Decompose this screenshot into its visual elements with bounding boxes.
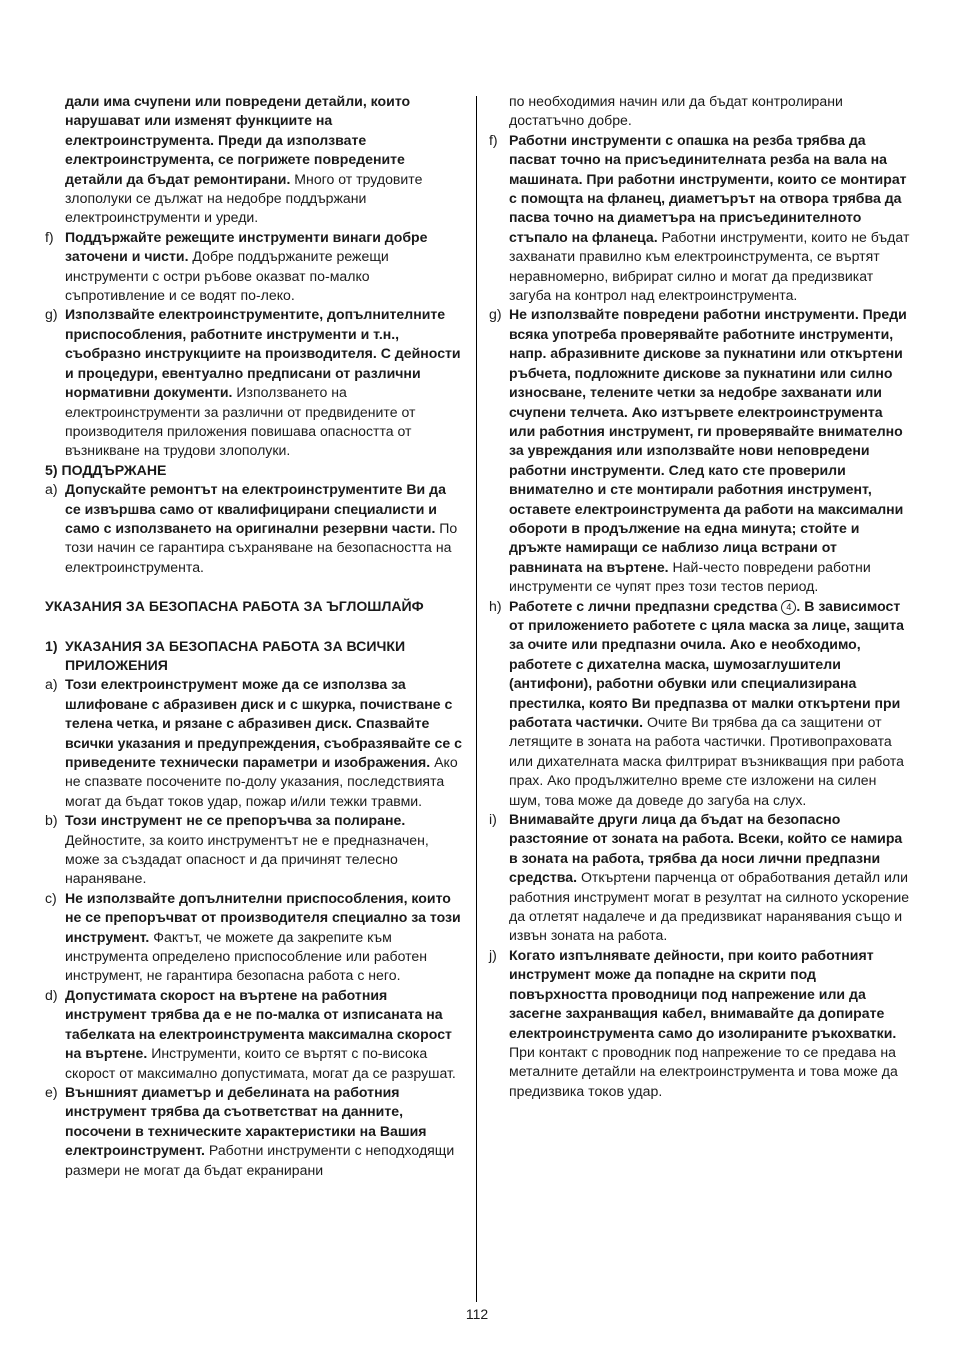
item-marker: g) — [489, 306, 502, 323]
item-marker: d) — [45, 986, 58, 1003]
bold-text: Този инструмент не се препоръчва за полиране. — [65, 812, 406, 829]
right-column — [489, 92, 911, 1101]
item-marker: i) — [489, 811, 497, 828]
normal-text: Фактът, че можете да закрепите към инструмента определено приспособление или работен инструмент, не гарантира безопасна работа с него. — [65, 928, 428, 984]
normal-text: При контакт с проводник под напрежение то се предава на металните детайли на електроинструмента и това може да предизвика токов удар. — [509, 1043, 898, 1099]
bold-text: Внимавайте други лица да бъдат на безопасно разстояние от зоната на работа. Всеки, който се намира в зоната на работа, трябва да носи лични предпазни средства. — [509, 811, 903, 886]
reference-number-icon: 4 — [781, 600, 796, 615]
item-marker: g) — [45, 306, 58, 323]
list-item-e — [45, 1083, 465, 1180]
bold-text: Не използвайте допълнителни приспособления, които не се препоръчват от производителя специално за този инструмент. — [65, 889, 461, 945]
normal-text: Добре поддържаните режещи инструменти с остри ръбове оказват по-малко съпротивление и се водят по-леко. — [65, 248, 389, 304]
list-item-b — [45, 811, 465, 889]
list-item-f — [45, 228, 465, 306]
bold-text: Поддържайте режещите инструменти винаги добре заточени и чисти. — [65, 228, 428, 265]
bold-text: Не използвайте повредени работни инструменти. Преди всяка употреба проверявайте работните инструменти, напр. абразивните дискове за пукнатини или откъртени ръбчета, подложните дискове за пукнатини или силно износване, телените четки за недобре захванати или счупени телчета. Ако изтървете електроинструмента или работния инструмент, ги проверявайте внимателно за увреждания или използвайте нови неповредени работни инструменти. След като сте проверили внимателно и сте монтирали работния инструмент, оставете електроинструмента да работи на максимални обороти в продължение на една минута; стойте и дръжте намиращи се наблизо лица встрани от равнината на въртене. — [509, 306, 907, 575]
normal-text: Откъртени парченца от обработвания детайл или работния инструмент могат в резултат на силното ускорение да отлетят надалече и да предизвикат наранявания също и извън зоната на работа. — [509, 869, 910, 944]
list-item-f — [489, 131, 911, 306]
bold-text: Използвайте електроинструментите, допълнителните приспособления, работните инструменти и т.н., съобразно инструкциите на производителя. С дейности и процедури, евентуално предписани от различни нормативни документи. — [65, 306, 461, 401]
normal-text: Ако не спазвате посочените по-долу указания, последствията могат да бъдат токов удар, пожар и/или тежки травми. — [65, 754, 458, 809]
list-item-a-maintenance — [45, 480, 465, 577]
normal-text: Очите Ви трябва да са защитени от летящите в зоната на работа частички. Противопраховата или дихателната маска филтрират възникващия при работа прах. Ако продължително време сте изложени на силен шум, това може да доведе до загуба на слух. — [509, 714, 905, 808]
normal-text: Работни инструменти с неподходящи размери не могат да бъдат екранирани — [65, 1142, 455, 1178]
list-item-g — [45, 305, 465, 460]
item-marker: f) — [45, 228, 54, 245]
item-marker: b) — [45, 812, 58, 829]
continued-paragraph — [45, 92, 465, 228]
section-heading-maintenance: 5) ПОДДЪРЖАНЕ — [45, 461, 167, 478]
list-item-h — [489, 597, 911, 810]
bold-text: Този електроинструмент може да се използва за шлифоване с абразивен диск и с шкурка, почистване с телена четка, и рязане с абразивен диск. Спазвайте всички указания и предупреждения, съобразявайте се с приведените технически параметри и изображения. — [65, 676, 462, 770]
left-column — [45, 92, 465, 1180]
main-section-title: УКАЗАНИЯ ЗА БЕЗОПАСНА РАБОТА ЗА ЪГЛОШЛАЙФ — [45, 598, 424, 615]
list-item-a — [45, 675, 465, 811]
bold-text: Когато изпълнявате дейности, при които работният инструмент може да попадне на скрити под повърхността проводници под напрежение или да засегне захранващия кабел, внимавайте да допирате електроинструмента само до изолираните ръкохватки. — [509, 946, 897, 1041]
column-divider — [476, 96, 477, 1302]
bold-text: . В зависимост от приложението работете с цяла маска за лице, защита за очите или предпазни очила. Ако е необходимо, работете с дихателна маска, шумозаглушители (антифони), работни обувки или специализирана престилка, която Ви предпазва от малки откъртени при работата частички. — [509, 597, 904, 730]
normal-text: По този начин се гарантира съхраняване на безопасността на електроинструмента. — [65, 519, 458, 575]
item-marker: a) — [45, 676, 58, 693]
list-item-i — [489, 810, 911, 946]
bold-text: Външният диаметър и дебелината на работния инструмент трябва да съответстват на данните, посочени в техническите характеристики на Вашия електроинструмент. — [65, 1083, 427, 1159]
item-marker: j) — [489, 946, 497, 963]
item-marker: a) — [45, 481, 58, 498]
list-item-g — [489, 305, 911, 596]
list-item-d — [45, 986, 465, 1083]
item-marker: h) — [489, 597, 502, 614]
item-marker: f) — [489, 131, 498, 148]
continued-paragraph: по необходимия начин или да бъдат контролирани достатъчно добре. — [509, 93, 843, 129]
bold-text: Допустимата скорост на въртене на работния инструмент трябва да е не по-малка от изписаната на табелката на електроинструмента максимална скорост на въртене. — [65, 986, 452, 1062]
normal-text: Работни инструменти, които не бъдат захванати правилно към електроинструмента, се въртят неравномерно, вибрират силно и могат да предизвикат загуба на контрол над електроинструмента. — [509, 228, 910, 304]
bold-text: Работни инструменти с опашка на резба трябва да пасват точно на присъединителната резба на вала на машината. При работни инструменти, които се монтират с помощта на фланец, диаметърът на отвора трябва да пасва точно на диаметъра на присъединителното стъпало на фланеца. — [509, 131, 907, 245]
normal-text: Инструменти, които се въртят с по-висока скорост от максимално допустимата, могат да се разрушат. — [65, 1045, 456, 1081]
item-marker: c) — [45, 889, 57, 906]
item-marker: e) — [45, 1083, 58, 1100]
list-item-c — [45, 889, 465, 986]
normal-text: Дейностите, за които инструментът не е предназначен, може за създадат опасност и да причинят телесно нараняване. — [65, 831, 429, 887]
list-item-j — [489, 946, 911, 1101]
normal-text: Най-често повредени работни инструменти се чупят през този тестов период. — [509, 558, 871, 595]
subsection-heading: 1) УКАЗАНИЯ ЗА БЕЗОПАСНА РАБОТА ЗА ВСИЧКИ ПРИЛОЖЕНИЯ — [45, 637, 406, 673]
normal-text: Много от трудовите злополуки се дължат на недобре поддържани електроинструменти и уреди. — [65, 170, 423, 226]
bold-text: Работете с лични предпазни средства — [509, 597, 782, 614]
bold-text: Допускайте ремонтът на електроинструментите Ви да се извършва само от квалифицирани специалисти и само с използването на оригинални резервни части. — [65, 481, 446, 536]
bold-text: дали има счупени или повредени детайли, които нарушават или изменят функциите на електроинструмента. Преди да използвате електроинструмента, се погрижете повредените детайли да бъдат ремонтирани. — [65, 93, 411, 187]
normal-text: Използването на електроинструменти за различни от предвидените от производителя приложения повишава опасността от възникване на трудови злополуки. — [65, 384, 416, 459]
page-number: 112 — [465, 1306, 489, 1322]
